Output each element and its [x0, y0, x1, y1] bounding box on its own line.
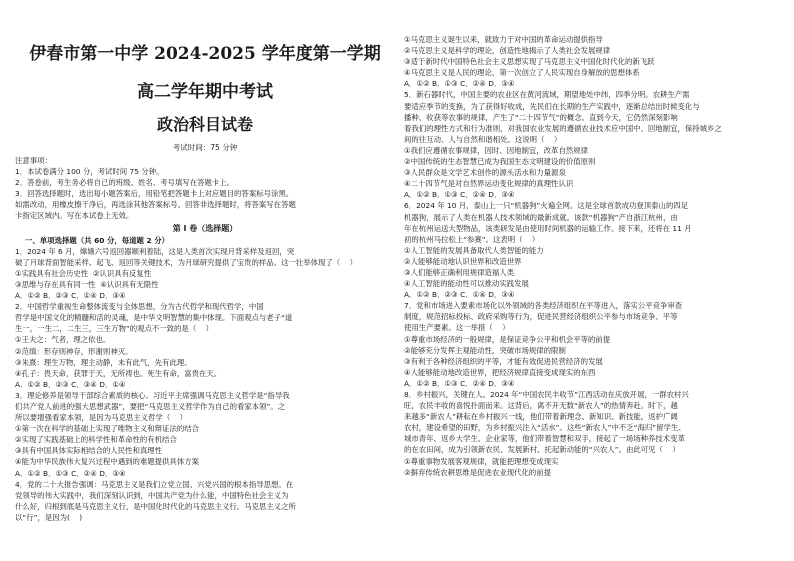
- question-line: 8．乡村振兴，关键在人。2024 年“中国农民丰收节”江西活动在庆放开展，一群农村兴: [404, 390, 689, 399]
- left-question-body: [15, 246, 395, 523]
- question-line: 什么好，归根到底是马克思主义行，是中国化时代化的马克思主义行。马克思主义之所: [15, 501, 296, 511]
- question-line: ②能够充分发挥主观能动性，突破市场规律的限制: [404, 345, 566, 355]
- school-title: 伊春市第一中学 2024-2025 学年度第一学期: [29, 44, 381, 64]
- question-line: 生一，一生二，二生三，三生万物”的观点不一致的是（ ）: [15, 324, 213, 334]
- question-line: 哲学是中国文化的精髓和活的灵魂，是中华文明智慧的集中体现。下面观点与老子“道: [15, 313, 293, 323]
- question-line: 以“行”，是因为( ): [15, 512, 83, 522]
- question-line: 7．党和市场进入要素市场化以外领域的各类经济组织在平等进入，落实公平竞争审查: [404, 301, 683, 311]
- question-line: ②人能够能动地认识世界和改造世界: [404, 256, 522, 266]
- notes-heading: 注意事项：: [15, 156, 52, 165]
- question-line: 初的杭州马拉松上“参赛”。这表明（ ）: [404, 234, 540, 244]
- question-line: ④马克思主义是人民的理论，第一次创立了人民实现自身解放的思想体系: [404, 68, 640, 78]
- question-line: 农村，建设希望的田野，为乡村振兴注入“活水”。这些“新农人”中不乏“海归”留学生、: [404, 423, 686, 433]
- question-line: 旺，农民丰收的喜悦扑面而来。这背后，离不开无数“新农人”的热情奔赴。时下，越: [404, 401, 678, 411]
- question-line: 1．2024 年 6 月，嫦娥六号返回器顺利着陆，这是人类首次实现月背采样及返回，突: [15, 246, 295, 256]
- question-line: ④人能够能动地改造世界，把经济规律直接变成现实的东西: [404, 367, 596, 377]
- question-line: 制度，规范招标投标、政府采购等行为，促进民营经济组织公平参与市场竞争、平等: [404, 312, 678, 322]
- question-line: ③思维与存在具有同一性 ④认识具有无限性: [15, 279, 159, 289]
- question-line: ③朱熹：理生万物，理主动静，未有此气，先有此理。: [15, 357, 192, 367]
- question-line: 所以要增强看家本领，是因为马克思主义哲学（ ）: [15, 413, 187, 423]
- question-line: ①王夫之：气者，理之依也。: [15, 335, 111, 345]
- question-line: 党领导的伟大实践中，我们深刻认识到，中国共产党为什么能，中国特色社会主义为: [15, 490, 289, 500]
- question-line: ①我们应遵循农事规律，因时、因地制宜，改革自然规律: [404, 145, 589, 155]
- question-line: ④孔子：畏天命，获罪于天，无所祷也。死生有命，富贵在天。: [15, 368, 222, 378]
- question-line: 4．党的二十大报告强调：马克思主义是我们立党立国、兴党兴国的根本指导思想。在: [15, 479, 294, 489]
- question-line: ①马克思主义诞生以来，就致力于对中国的革命运动提供指导: [404, 35, 603, 44]
- question-line: ①人工智能的发展具备取代人类智能的能力: [404, 245, 544, 255]
- question-line: 机器狗，展示了人类在机器人技术领域的最新成就。该款“机器狗”产自浙江杭州，由: [404, 212, 678, 222]
- note-line: 3．回答选择题时，选出每小题答案后，用铅笔把答题卡上对应题目的答案标号涂黑。: [15, 189, 294, 199]
- question-line: ③适于新时代中国特色社会主义思想实现了马克思主义中国化时代化的新飞跃: [404, 57, 655, 67]
- right-question-body: [404, 34, 784, 478]
- question-line: ①第一次在科学的基础上实现了唯物主义和辩证法的结合: [15, 424, 200, 434]
- question-line: A．①② B．①③ C．②④ D．③④: [404, 190, 515, 200]
- question-line: 3．理论修养是领导干部综合素质的核心。习近平主席强调马克思主义哲学是“指导我: [15, 390, 290, 400]
- question-line: A．①② B．①③ C．②④ D．③④: [404, 378, 515, 388]
- question-line: 要适应季节的变换，为了获得好收成，先民们在长期的生产实践中，逐渐总结出时候变化与: [404, 101, 700, 111]
- question-line: A．①② B．①③ C．②④ D．③④: [404, 79, 515, 89]
- exam-title: 高二学年期中考试: [137, 82, 273, 102]
- question-line: ②摒弃传统农耕思维是促进农业现代化的前提: [404, 467, 552, 477]
- question-line: A．①② B．①③ C．②④ D．③④: [15, 468, 126, 478]
- question-line: 年在杭州运送大型物品，该类研发是由使用时间机器的运输工作。接下来，还将在 11 月: [404, 223, 692, 233]
- note-line: 如需改动，用橡皮擦干净后，再选涂其他答案标号。回答非选择题时，将答案写在答题: [15, 200, 296, 210]
- question-line: 2．中国哲学重视生命整体流变与全体思想，分为古代哲学和现代哲学，中国: [15, 302, 264, 312]
- question-line: ①尊重事物发展客观规律，就能把理想变成现实: [404, 456, 559, 466]
- note-line: 1．本试卷满分 100 分，考试时间 75 分钟。: [15, 167, 164, 177]
- question-line: 使用生产要素。这一举措（ ）: [404, 323, 510, 333]
- question-line: ①尊重市场经济的一般规律，是保证竞争公平和机会平等的前提: [404, 334, 611, 344]
- right-column: [404, 34, 784, 478]
- note-line: 卡指定区域内。写在本试卷上无效。: [15, 211, 134, 221]
- question-line: A．①② B．②③ C．①④ D．③④: [15, 291, 126, 301]
- question-line: ③有利于各种经济组织的平等，才能有效促进民营经济的发展: [404, 356, 603, 366]
- question-line: ④二十四节气是对自然界运动变化规律的真理性认识: [404, 179, 574, 189]
- question-line: 5．新石器时代，中国主要的农业区在黄河流域，期望地处中纬，四季分明。农耕生产需: [404, 90, 690, 100]
- question-line: ④能为中华民族伟大复兴过程中遇到的难题提供具体方案: [15, 457, 200, 467]
- note-line: 2．答卷前，考生务必将自己的班级、姓名、考号填写在答题卡上。: [15, 178, 235, 188]
- question-line: 着我们的理性方式和行为准则，对我国农业发展的遵循农业技术应中国中、回地制宜，保持城乡之: [404, 123, 722, 133]
- question-line: A．①② B．②③ C．③④ D．①④: [15, 379, 126, 389]
- question-line: ②范缜：形存则神存，形谢则神灭。: [15, 346, 133, 356]
- question-line: 间的往互动、人与自然和谐相处。这说明（ ）: [404, 134, 562, 144]
- question-line: 播种、收获等农事的规律，产生了“二十四节气”的概念。直到今天，它仍然深刻影响: [404, 112, 678, 122]
- question-line: 破了月球背面智能采样、起飞、返回等关键技术，为月球研究提供了宝贵的样品。这一壮举体现了（ ）: [15, 257, 357, 267]
- question-line: ②中国传统的生态智慧已成为我国生态文明建设的价值原则: [404, 157, 596, 167]
- question-line: 城市青年、返乡大学生、企业家等，他们带着智慧和双手，接起了一场场种养技术变革: [404, 434, 685, 444]
- subject-title: 政治科目试卷: [156, 115, 253, 134]
- question-line: ④人工智能的能动性可以推动实践发展: [404, 279, 529, 289]
- exam-time: 考试时间：75 分钟: [172, 143, 238, 152]
- question-line: ③具有中国具体实际相结合的人民性和真理性: [15, 446, 163, 456]
- left-column: [15, 34, 395, 523]
- question-line: ②马克思主义是科学的理论，创造性地揭示了人类社会发展规律: [404, 46, 611, 56]
- section-subtitle: 一、单项选择题（共 60 分，每道题 2 分）: [25, 235, 169, 245]
- question-line: 的在农田间，成为引领新农民、发展新村、托起新动能的“兴农人”。由此可见（ ）: [404, 445, 680, 455]
- question-line: ③人民群众是文学艺术创作的源头活水和力量源泉: [404, 168, 566, 178]
- question-line: 6．2024 年 10 月，泰山上一只“机器狗”火遍全网。这是全球首款成功登顶泰山的四足: [404, 201, 689, 211]
- section-title: 第 I 卷（选择题）: [172, 223, 238, 233]
- question-line: A．①② B．②③ C．①④ D．③④: [404, 290, 515, 300]
- question-line: ①实践具有社会历史性 ②认识具有反复性: [15, 268, 152, 278]
- question-line: ②实现了实践基础上的科学性和革命性的有机结合: [15, 435, 177, 445]
- question-line: ③人们能够正确利用规律造福人类: [404, 267, 515, 277]
- question-line: 来越多“新农人”耕耘在乡村振兴一线，他们带着新理念、新知识、新技能，返护广阔: [404, 412, 678, 422]
- question-line: 们共产党人前进的强大思想武器”，要把“马克思主义哲学作为自己的看家本领”。之: [15, 401, 286, 411]
